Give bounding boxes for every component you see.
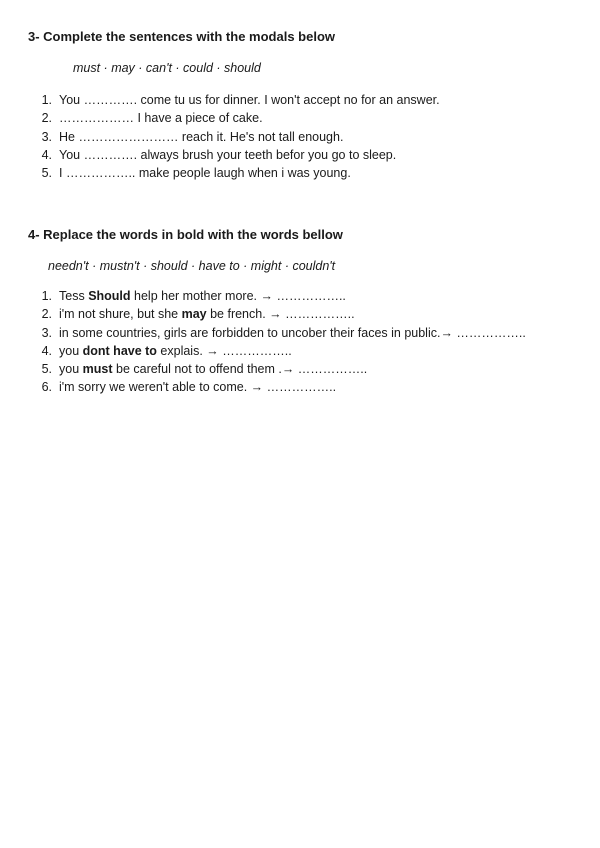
item-number: 5.: [41, 166, 52, 181]
text-run: explais. → ……………..: [156, 343, 292, 358]
list-item: [28, 109, 440, 127]
item-text: [59, 128, 343, 146]
text-run: ……………… I have a piece of cake.: [59, 111, 263, 126]
item-number: 1.: [41, 289, 52, 303]
text-run: be careful not to offend them .→ ……………..: [112, 362, 368, 377]
item-number: 3.: [41, 325, 52, 340]
bold-word: Should: [88, 289, 131, 303]
section-4-list: [28, 287, 526, 397]
text-run: He …………………… reach it. He's not tall enough.: [59, 129, 344, 144]
item-number: 6.: [41, 380, 52, 395]
list-item: [28, 128, 440, 146]
text-run: You …………. always brush your teeth befor you go to sleep.: [59, 147, 397, 162]
list-item: [28, 378, 526, 396]
list-item: [28, 164, 440, 182]
item-text: [59, 342, 292, 360]
text-run: in some countries, girls are forbidden to uncober their faces in public.→ ……………..: [59, 325, 526, 340]
item-text: [59, 91, 440, 109]
item-text: [59, 164, 351, 182]
bold-word: may: [181, 307, 207, 322]
text-run: you: [59, 362, 83, 377]
item-number: 1.: [41, 93, 52, 107]
item-number: 2.: [41, 307, 52, 322]
section-4-heading: 4- Replace the words in bold with the words bellow: [28, 227, 343, 242]
list-item: [28, 360, 526, 378]
text-run: i'm sorry we weren't able to come. → ……………..: [59, 380, 337, 395]
section-3-heading: 3- Complete the sentences with the modals below: [28, 29, 336, 44]
item-text: [59, 324, 526, 342]
item-text: [59, 109, 263, 127]
text-run: help her mother more. → ……………..: [130, 289, 346, 303]
item-text: [59, 305, 355, 323]
item-text: [59, 146, 396, 164]
list-item: [28, 91, 440, 109]
section-3-word-bank: must · may · can't · could · should: [73, 61, 261, 75]
list-item: [28, 305, 526, 323]
text-run: Tess: [59, 289, 89, 303]
item-text: [59, 287, 346, 305]
text-run: be french. → ……………..: [206, 307, 355, 322]
item-text: [59, 360, 367, 378]
section-3-list: [28, 91, 440, 182]
item-number: 2.: [41, 111, 52, 126]
item-number: 5.: [41, 362, 52, 377]
item-number: 3.: [41, 129, 52, 144]
bold-word: dont have to: [82, 343, 157, 358]
list-item: [28, 287, 526, 305]
item-number: 4.: [41, 343, 52, 358]
text-run: You …………. come tu us for dinner. I won't accept no for an answer.: [59, 93, 440, 107]
bold-word: must: [82, 362, 113, 377]
text-run: you: [59, 343, 83, 358]
item-text: [59, 378, 336, 396]
list-item: [28, 324, 526, 342]
list-item: [28, 146, 440, 164]
text-run: i'm not shure, but she: [59, 307, 182, 322]
text-run: I …………….. make people laugh when i was young.: [59, 166, 351, 181]
item-number: 4.: [41, 147, 52, 162]
section-4-word-bank: needn't · mustn't · should · have to · might · couldn't: [48, 259, 336, 273]
list-item: [28, 342, 526, 360]
